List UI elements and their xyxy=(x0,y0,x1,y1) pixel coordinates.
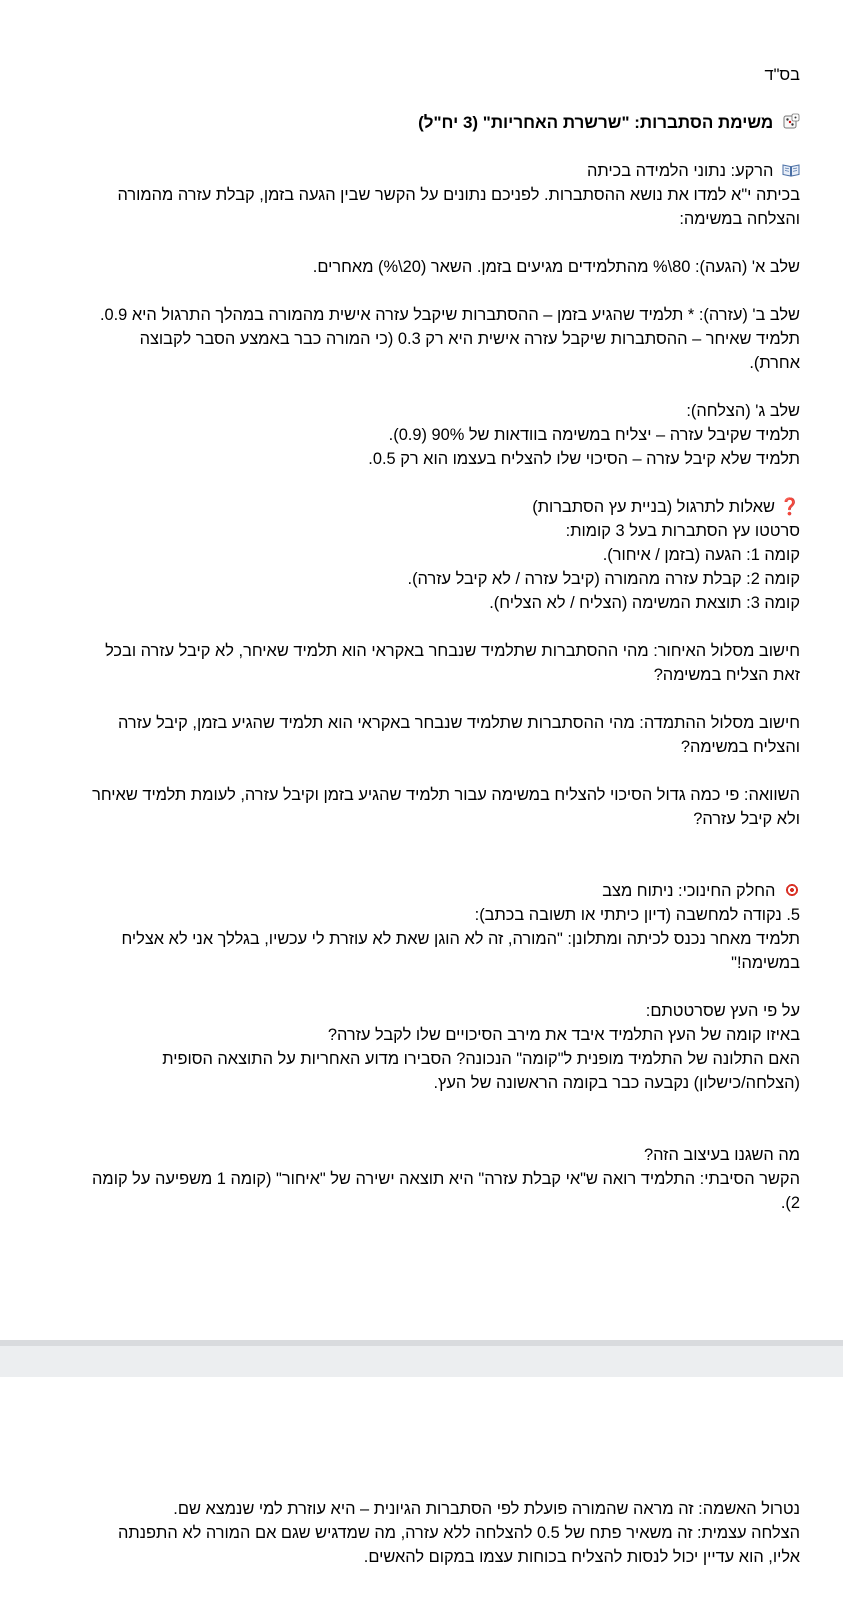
question-compare-line-1: השוואה: פי כמה גדול הסיכוי להצליח במשימה עבור תלמיד שהגיע בזמן וקיבל עזרה, לעומת תלמיד שאיחר xyxy=(92,786,800,804)
design-causal-line-2: 2). xyxy=(780,1194,800,1212)
document-title xyxy=(55,111,800,135)
stage-b-line-1: שלב ב' (עזרה): * תלמיד שהגיע בזמן – ההסתברות שיקבל עזרה אישית מהמורה במהלך התרגול היא 0.9. xyxy=(99,306,800,324)
questions-heading: ❓ שאלות לתרגול (בניית עץ הסתברות) xyxy=(532,498,800,516)
background-heading: הרקע: נתוני הלמידה בכיתה xyxy=(55,159,800,183)
target-icon xyxy=(784,882,800,898)
page-separator xyxy=(0,1340,843,1377)
stage-b-line-3: אחרת). xyxy=(749,354,800,372)
stage-a: שלב א' (הגעה): 80\% מהתלמידים מגיעים בזמן. השאר (20\%) מאחרים. xyxy=(312,258,800,276)
design-heading: מה השגנו בעיצוב הזה? xyxy=(643,1146,800,1164)
page-2-content xyxy=(55,1497,800,1569)
question-level-1: קומה 1: הגעה (בזמן / איחור). xyxy=(602,546,800,564)
red-question-mark-icon: ❓ xyxy=(779,498,800,516)
education-tree-intro: על פי העץ שסרטטתם: xyxy=(645,1002,800,1020)
self-success-line-1: הצלחה עצמית: זה משאיר פתח של 0.5 להצלחה ללא עזרה, מה שמדגיש שגם אם המורה לא התפנתה xyxy=(117,1524,800,1542)
education-question-2-line-1: האם התלונה של התלמיד מופנית ל"קומה" הנכונה? הסבירו מדוע האחריות על התוצאה הסופית xyxy=(162,1050,800,1068)
education-point: 5. נקודה למחשבה (דיון כיתתי או תשובה בכתב): xyxy=(474,906,800,924)
question-level-3: קומה 3: תוצאת המשימה (הצליח / לא הצליח). xyxy=(489,594,800,612)
document-page-2 xyxy=(0,1377,843,1605)
question-diligent-line-2: והצליח במשימה? xyxy=(680,738,800,756)
education-story-line-2: במשימה!" xyxy=(731,954,800,972)
question-diligent-line-1: חישוב מסלול ההתמדה: מהי ההסתברות שתלמיד שנבחר באקראי הוא תלמיד שהגיע בזמן, קיבל עזרה xyxy=(118,714,800,732)
question-compare-line-2: ולא קיבל עזרה? xyxy=(693,810,800,828)
dice-icon xyxy=(782,113,800,131)
stage-b-line-2: תלמיד שאיחר – ההסתברות שיקבל עזרה אישית היא רק 0.3 (כי המורה כבר באמצע הסבר לקבוצה xyxy=(139,330,800,348)
stage-c-heading: שלב ג' (הצלחה): xyxy=(686,402,800,420)
education-question-2-line-2: (הצלחה/כישלון) נקבעה כבר בקומה הראשונה של העץ. xyxy=(433,1074,800,1092)
self-success-line-2: אליו, הוא עדיין יכול לנסות להצליח בכוחות עצמו במקום להאשים. xyxy=(363,1548,800,1566)
page-1-content xyxy=(55,63,800,1215)
title-text: משימת הסתברות: "שרשרת האחריות" (3 יח"ל) xyxy=(418,113,774,132)
question-late-line-1: חישוב מסלול האיחור: מהי ההסתברות שתלמיד שנבחר באקראי הוא תלמיד שאיחר, לא קיבל עזרה ובכל xyxy=(105,642,800,660)
design-causal-line-1: הקשר הסיבתי: התלמיד רואה ש"אי קבלת עזרה" היא תוצאה ישירה של "איחור" (קומה 1 משפיעה על קומה xyxy=(92,1170,800,1188)
stage-c-line-1: תלמיד שקיבל עזרה – יצליח במשימה בוודאות של 90% (0.9). xyxy=(388,426,800,444)
header-bsd: בס"ד xyxy=(764,66,800,84)
background-text-line-1: בכיתה י"א למדו את נושא ההסתברות. לפניכם נתונים על הקשר שבין הגעה בזמן, קבלת עזרה מהמורה xyxy=(117,186,800,204)
background-text-line-2: והצלחה במשימה: xyxy=(679,210,800,228)
education-question-1: באיזו קומה של העץ התלמיד איבד את מירב הסיכויים שלו לקבל עזרה? xyxy=(327,1026,800,1044)
question-late-line-2: זאת הצליח במשימה? xyxy=(653,666,800,684)
education-heading: החלק החינוכי: ניתוח מצב xyxy=(55,879,800,903)
education-story-line-1: תלמיד מאחר נכנס לכיתה ומתלונן: "המורה, זה לא הוגן שאת לא עוזרת לי עכשיו, בגללך אני לא אצליח xyxy=(121,930,800,948)
blame-neutralization: נטרול האשמה: זה מראה שהמורה פועלת לפי הסתברות הגיונית – היא עוזרת למי שנמצא שם. xyxy=(173,1500,800,1518)
open-book-icon xyxy=(782,164,800,177)
stage-c-line-2: תלמיד שלא קיבל עזרה – הסיכוי שלו להצליח בעצמו הוא רק 0.5. xyxy=(368,450,800,468)
question-level-2: קומה 2: קבלת עזרה מהמורה (קיבל עזרה / לא קיבל עזרה). xyxy=(407,570,800,588)
question-tree: סרטטו עץ הסתברות בעל 3 קומות: xyxy=(565,522,800,540)
